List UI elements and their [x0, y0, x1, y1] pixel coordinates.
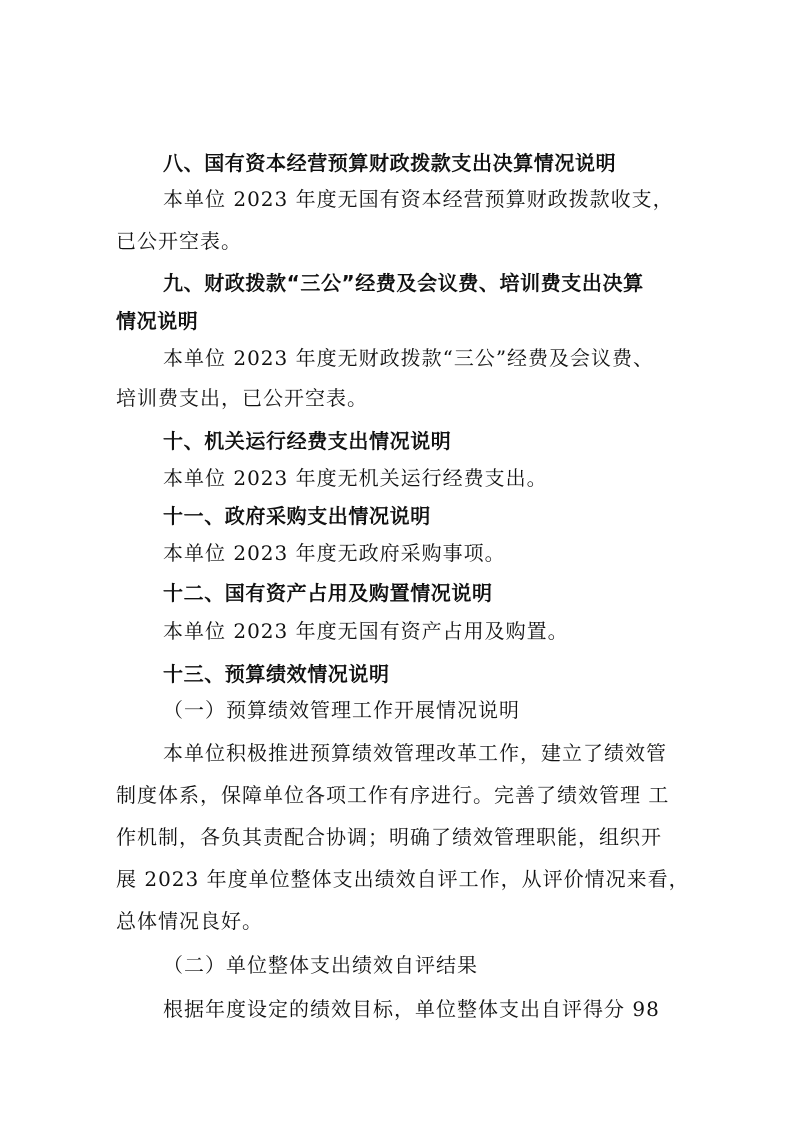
section-12-heading: 十二、国有资产占用及购置情况说明 [163, 581, 493, 605]
subsection-2-title: （二）单位整体支出绩效自评结果 [163, 953, 478, 977]
section-13-heading: 十三、预算绩效情况说明 [163, 662, 390, 686]
section-11-body-line-1: 本单位 2023 年度无政府采购事项。 [163, 541, 506, 565]
section-9-heading-line-1: 九、财政拨款“三公”经费及会议费、培训费支出决算 [163, 271, 644, 295]
section-9-body-line-1: 本单位 2023 年度无财政拨款“三公”经费及会议费、 [163, 346, 655, 370]
subsection-1-body-line-3: 作机制，各负其责配合协调；明确了绩效管理职能，组织开 [116, 825, 662, 849]
section-10-heading: 十、机关运行经费支出情况说明 [163, 429, 452, 453]
section-9-heading-line-2: 情况说明 [116, 309, 199, 333]
subsection-1-title: （一）预算绩效管理工作开展情况说明 [163, 698, 520, 722]
section-8-body-line-1: 本单位 2023 年度无国有资本经营预算财政拨款收支， [163, 187, 674, 211]
section-11-heading: 十一、政府采购支出情况说明 [163, 504, 431, 528]
subsection-1-body-line-4: 展 2023 年度单位整体支出绩效自评工作，从评价情况来看， [116, 867, 690, 891]
subsection-2-body-line-1: 根据年度设定的绩效目标，单位整体支出自评得分 98 [163, 997, 660, 1021]
subsection-1-body-line-1: 本单位积极推进预算绩效管理改革工作，建立了绩效管 [163, 741, 667, 765]
section-10-body-line-1: 本单位 2023 年度无机关运行经费支出。 [163, 466, 548, 490]
section-8-heading: 八、国有资本经营预算财政拨款支出决算情况说明 [163, 151, 617, 175]
subsection-1-body-line-2: 制度体系，保障单位各项工作有序进行。完善了绩效管理 工 [116, 783, 670, 807]
subsection-1-body-line-5: 总体情况良好。 [116, 909, 263, 933]
section-12-body-line-1: 本单位 2023 年度无国有资产占用及购置。 [163, 619, 569, 643]
section-9-body-line-2: 培训费支出，已公开空表。 [116, 386, 368, 410]
section-8-body-line-2: 已公开空表。 [116, 229, 242, 253]
